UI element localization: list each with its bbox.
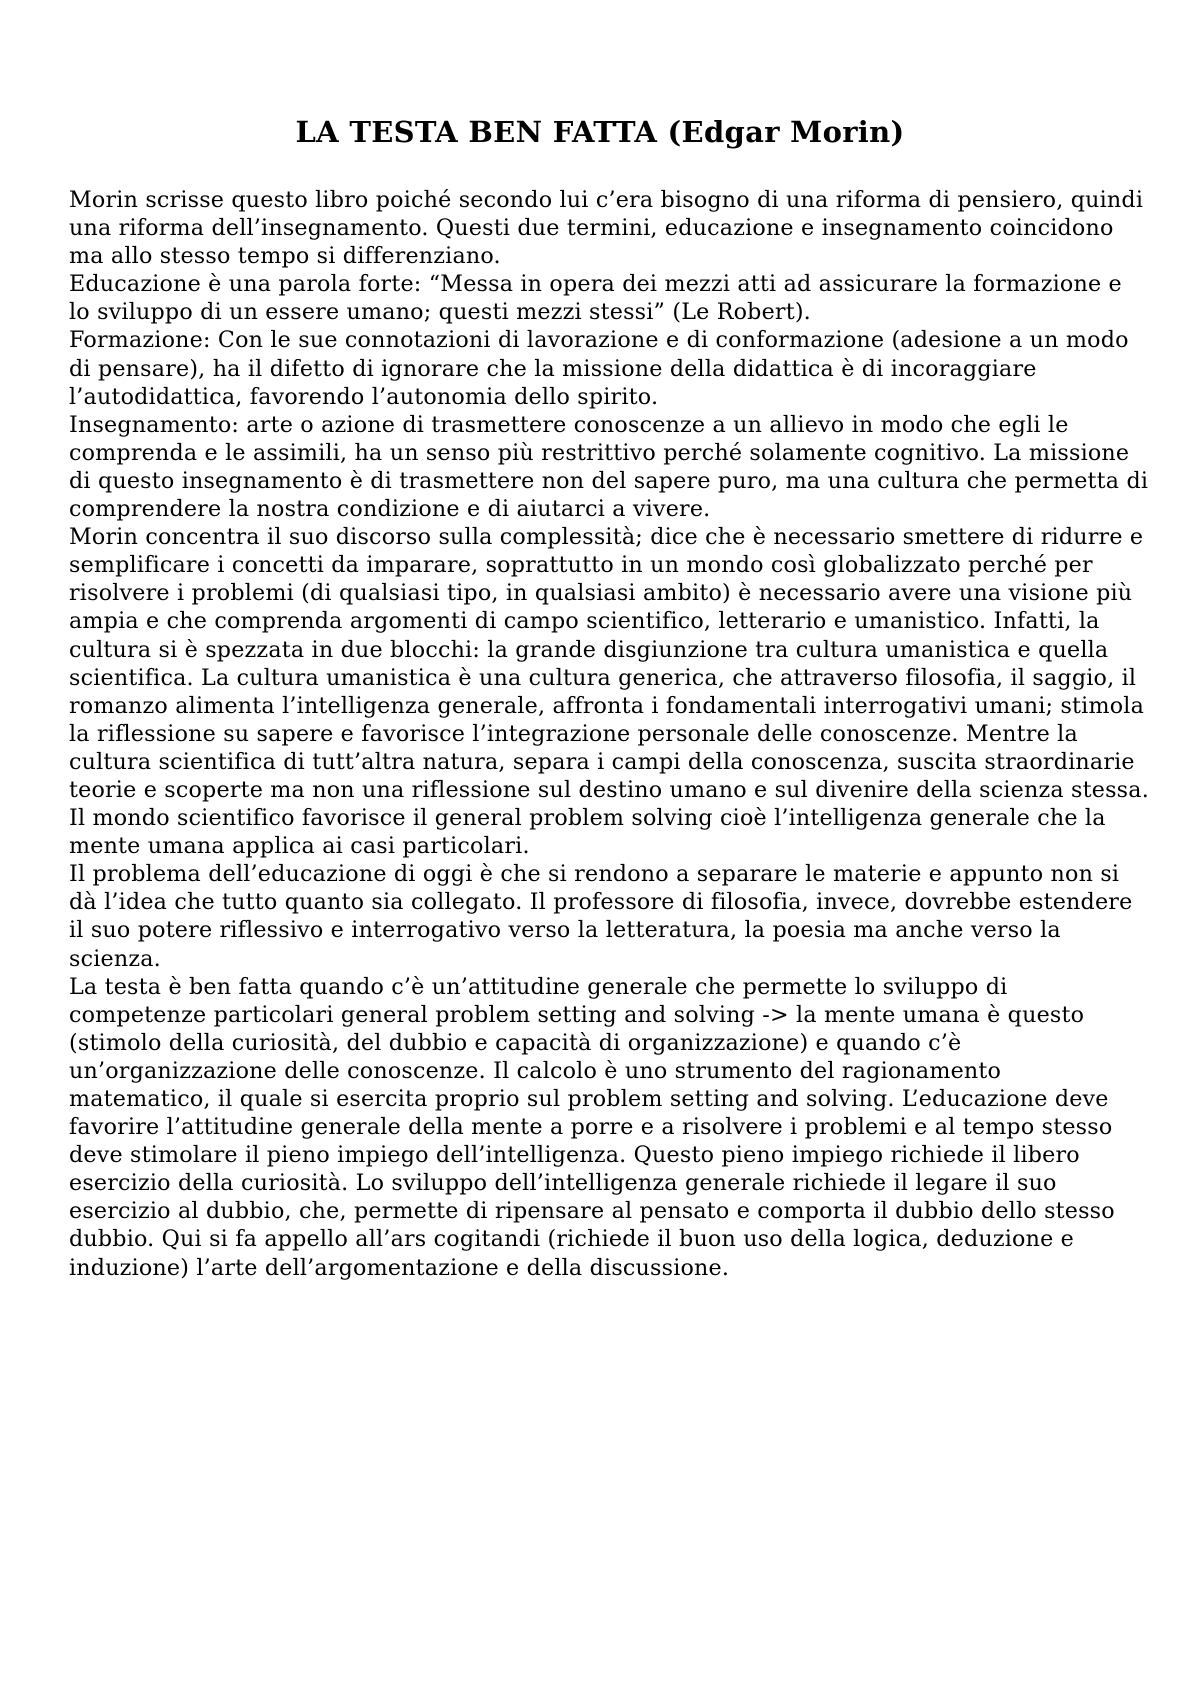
document-body [69, 186, 1149, 1282]
paragraph-problema-educazione: Il problema dell’educazione di oggi è che si rendono a separare le materie e appunto non si dà l’idea che tutto quanto sia collegato. Il professore di filosofia, invece, dovrebbe estendere il suo potere riflessivo e interrogativo verso la letteratura, la poesia ma anche verso la scienza. [69, 861, 1133, 972]
paragraph-intro: Morin scrisse questo libro poiché secondo lui c’era bisogno di una riforma di pensiero, quindi una riforma dell’insegnamento. Questi due termini, educazione e insegnamento coincidono ma allo stesso tempo si differenziano. [69, 187, 1144, 270]
paragraph-educazione: Educazione è una parola forte: “Messa in opera dei mezzi atti ad assicurare la formazione e lo sviluppo di un essere umano; questi mezzi stessi” (Le Robert). [69, 271, 1122, 326]
paragraph-formazione: Formazione: Con le sue connotazioni di lavorazione e di conformazione (adesione a un modo di pensare), ha il difetto di ignorare che la missione della didattica è di incoraggiare l’autodidattica, favorendo l’autonomia dello spirito. [69, 327, 1129, 410]
paragraph-complessita: Morin concentra il suo discorso sulla complessità; dice che è necessario smettere di ridurre e semplificare i concetti da imparare, soprattutto in un mondo così globalizzato perché per risolvere i problemi (di qualsiasi tipo, in qualsiasi ambito) è necessario avere una visione più ampia e che comprenda argomenti di campo scientifico, letterario e umanistico. Infatti, la cultura si è spezzata in due blocchi: la grande disgiunzione tra cultura umanistica e quella scientifica. La cultura umanistica è una cultura generica, che attraverso filosofia, il saggio, il romanzo alimenta l’intelligenza generale, affronta i fondamentali interrogativi umani; stimola la riflessione su sapere e favorisce l’integrazione personale delle conoscenze. Mentre la cultura scientifica di tutt’altra natura, separa i campi della conoscenza, suscita straordinarie teorie e scoperte ma non una riflessione sul destino umano e sul divenire della scienza stessa. Il mondo scientifico favorisce il general problem solving cioè l’intelligenza generale che la mente umana applica ai casi particolari. [69, 524, 1149, 860]
document-title: LA TESTA BEN FATTA (Edgar Morin) [295, 115, 905, 149]
paragraph-testa-ben-fatta: La testa è ben fatta quando c’è un’attitudine generale che permette lo sviluppo di competenze particolari general problem setting and solving -> la mente umana è questo (stimolo della curiosità, del dubbio e capacità di organizzazione) e quando c’è un’organizzazione delle conoscenze. Il calcolo è uno strumento del ragionamento matematico, il quale si esercita proprio sul problem setting and solving. L’educazione deve favorire l’attitudine generale della mente a porre e a risolvere i problemi e al tempo stesso deve stimolare il pieno impiego dell’intelligenza. Questo pieno impiego richiede il libero esercizio della curiosità. Lo sviluppo dell’intelligenza generale richiede il legare il suo esercizio al dubbio, che, permette di ripensare al pensato e comporta il dubbio dello stesso dubbio. Qui si fa appello all’ars cogitandi (richiede il buon uso della logica, deduzione e induzione) l’arte dell’argomentazione e della discussione. [69, 973, 1115, 1281]
paragraph-insegnamento: Insegnamento: arte o azione di trasmettere conoscenze a un allievo in modo che egli le comprenda e le assimili, ha un senso più restrittivo perché solamente cognitivo. La missione di questo insegnamento è di trasmettere non del sapere puro, ma una cultura che permetta di comprendere la nostra condizione e di aiutarci a vivere. [69, 411, 1149, 523]
